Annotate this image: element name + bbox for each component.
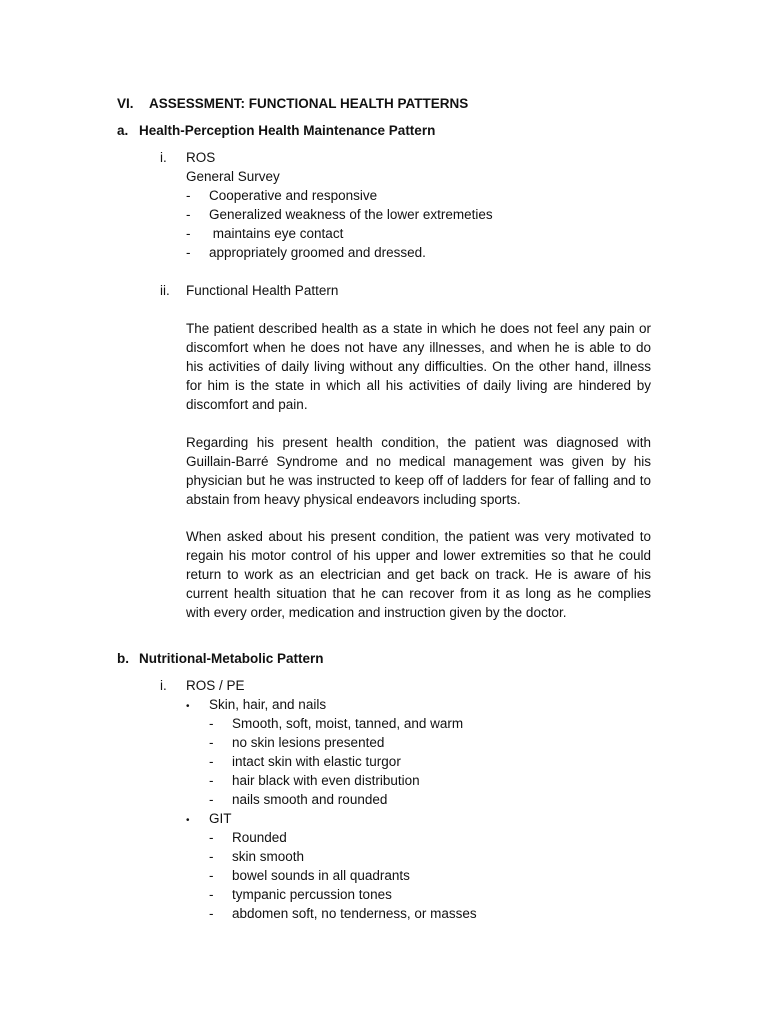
list-item: - Smooth, soft, moist, tanned, and warm bbox=[209, 716, 464, 731]
list-item: - Rounded bbox=[209, 830, 287, 845]
item-ii-numeral: ii. bbox=[160, 283, 170, 298]
pattern-a-heading bbox=[117, 121, 435, 140]
pattern-b-letter: b. bbox=[117, 651, 129, 666]
bullet-skin-hair-nails: • Skin, hair, and nails bbox=[186, 697, 327, 712]
list-item: - nails smooth and rounded bbox=[209, 792, 388, 807]
list-item: - abdomen soft, no tenderness, or masses bbox=[209, 906, 477, 921]
item-b-i-numeral: i. bbox=[160, 678, 167, 693]
list-item: - maintains eye contact bbox=[186, 226, 344, 241]
list-item: - tympanic percussion tones bbox=[209, 887, 392, 902]
list-item: - Cooperative and responsive bbox=[186, 188, 378, 203]
item-i-title: ROS bbox=[186, 150, 216, 165]
pattern-b-heading bbox=[117, 649, 324, 668]
list-item: - skin smooth bbox=[209, 849, 305, 864]
list-item: - Generalized weakness of the lower extremeties bbox=[186, 207, 493, 222]
paragraph-health-definition: The patient described health as a state in which he does not feel any pain or discomfort when he does not have any illnesses, and when he is able to do his activities of daily living without any difficulties. On the other hand, illness for him is the state in which all his activities of daily living are hindered by discomfort and pain. bbox=[186, 321, 651, 412]
list-item: - appropriately groomed and dressed. bbox=[186, 245, 426, 260]
list-item: - intact skin with elastic turgor bbox=[209, 754, 401, 769]
paragraph-present-condition: Regarding his present health condition, the patient was diagnosed with Guillain-Barré Syndrome and no medical management was given by his physician but he was instructed to keep off of ladders for fear of falling and to abstain from heavy physical endeavors including sports. bbox=[186, 435, 651, 507]
item-ii-title: Functional Health Pattern bbox=[186, 283, 339, 298]
pattern-a-title: Health-Perception Health Maintenance Pattern bbox=[139, 123, 436, 138]
list-item: - bowel sounds in all quadrants bbox=[209, 868, 410, 883]
bullet-git: • GIT bbox=[186, 811, 232, 826]
section-heading bbox=[117, 94, 468, 113]
paragraph-motivation: When asked about his present condition, the patient was very motivated to regain his motor control of his upper and lower extremities so that he could return to work as an electrician and get back on track. He is aware of his current health situation that he can recover from it as long as he complies with every order, medication and instruction given by the doctor. bbox=[186, 529, 651, 620]
item-ii-title-line bbox=[160, 281, 338, 300]
section-number: VI. bbox=[117, 96, 134, 111]
item-b-i-title-line bbox=[160, 676, 477, 695]
item-b-i-title: ROS / PE bbox=[186, 678, 245, 693]
list-item: - hair black with even distribution bbox=[209, 773, 420, 788]
list-item: - no skin lesions presented bbox=[209, 735, 385, 750]
pattern-a-item-i bbox=[160, 148, 493, 262]
section-title: ASSESSMENT: FUNCTIONAL HEALTH PATTERNS bbox=[149, 96, 469, 111]
pattern-a-item-ii bbox=[160, 281, 338, 300]
item-i-numeral: i. bbox=[160, 150, 167, 165]
item-i-title-line bbox=[160, 148, 493, 167]
pattern-b-item-i bbox=[160, 676, 477, 923]
pattern-b-title: Nutritional-Metabolic Pattern bbox=[139, 651, 324, 666]
pattern-a-letter: a. bbox=[117, 123, 129, 138]
item-i-subtitle: General Survey bbox=[186, 169, 280, 184]
